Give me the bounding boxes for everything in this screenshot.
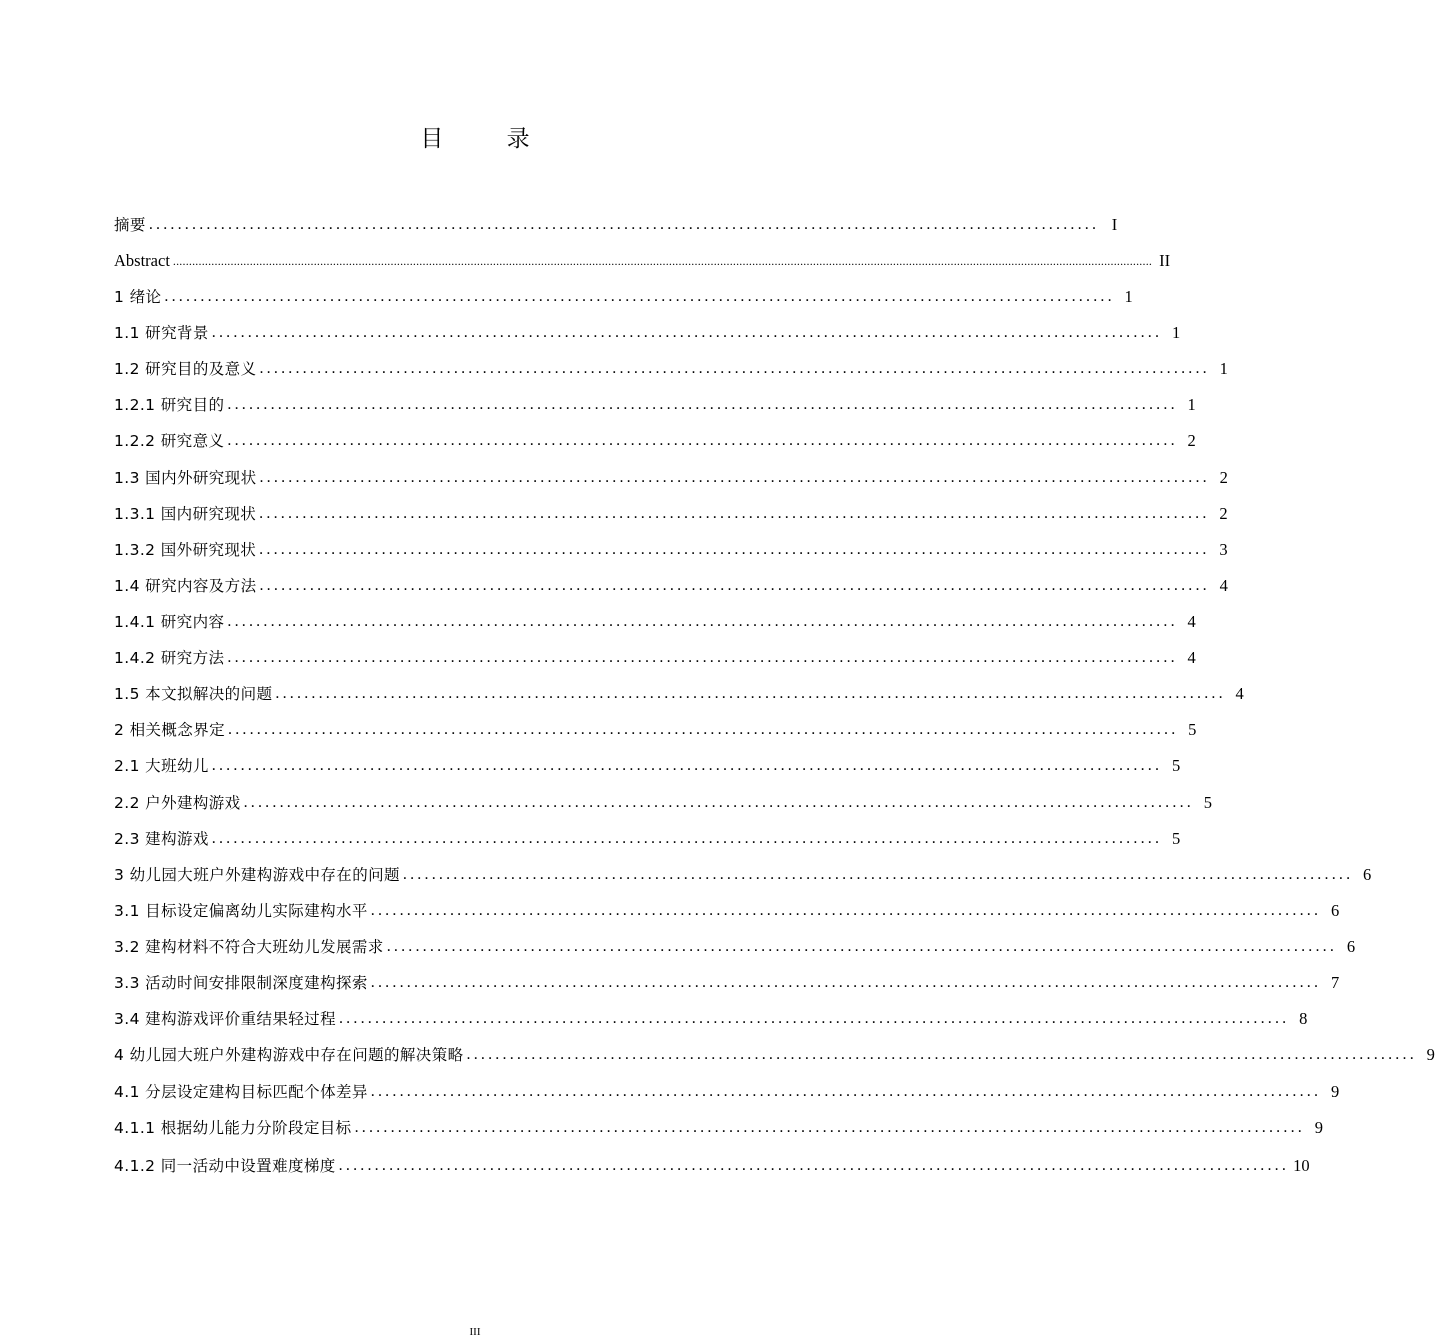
toc-entry-label: 1.1 研究背景 (114, 324, 209, 342)
toc-entry[interactable] (114, 499, 1228, 525)
toc-entry[interactable] (114, 1113, 1323, 1139)
toc-leader-dots: .................................................................................................................................... (370, 974, 1322, 991)
toc-leader-dots: .................................................................................................................................... (386, 938, 1338, 955)
toc-entry-label: 2.1 大班幼儿 (114, 757, 209, 775)
toc-entry-page: 1 (1171, 323, 1181, 342)
toc-entry-page: I (1111, 215, 1118, 234)
toc-entry-page: 4 (1235, 684, 1244, 703)
toc-entry-label: 2.2 户外建构游戏 (114, 794, 241, 812)
toc-entry[interactable] (114, 607, 1196, 633)
toc-entry-label: 1.3.2 国外研究现状 (114, 541, 257, 559)
toc-entry[interactable] (114, 968, 1340, 994)
toc-entry-label: 2 相关概念界定 (114, 721, 225, 739)
toc-entry-label: 1.2.2 研究意义 (114, 432, 225, 450)
toc-entry[interactable] (114, 643, 1196, 669)
toc-entry[interactable] (114, 463, 1228, 489)
toc-entry[interactable] (114, 715, 1197, 741)
toc-entry-page: 4 (1187, 612, 1196, 631)
toc-entry[interactable] (114, 896, 1340, 922)
toc-leader-dots: .................................................................................................................................... (211, 830, 1163, 847)
toc-entry[interactable] (114, 679, 1244, 705)
toc-entry-label: 3 幼儿园大班户外建构游戏中存在的问题 (114, 866, 400, 884)
toc-entry-label: 4 幼儿园大班户外建构游戏中存在问题的解决策略 (114, 1046, 464, 1064)
toc-entry-label: 1.4.2 研究方法 (114, 649, 225, 667)
toc-entry[interactable] (114, 1077, 1340, 1103)
toc-entry-page: 9 (1314, 1118, 1323, 1137)
toc-entry[interactable] (114, 426, 1196, 452)
toc-entry-page: 1 (1219, 359, 1228, 378)
toc-entry-page: 2 (1219, 468, 1228, 487)
toc-entry-label: 3.3 活动时间安排限制深度建构探索 (114, 974, 368, 992)
toc-entry-page: 5 (1171, 756, 1181, 775)
toc-entry[interactable] (114, 354, 1228, 380)
toc-entry-label: 1.3 国内外研究现状 (114, 469, 257, 487)
toc-entry[interactable] (114, 1040, 1435, 1066)
toc-entry-label: 1.5 本文拟解决的问题 (114, 685, 273, 703)
toc-entry[interactable] (114, 318, 1181, 344)
toc-entry-label: 1 绪论 (114, 288, 162, 306)
toc-entry[interactable] (114, 210, 1118, 236)
toc-entry-page: 9 (1426, 1045, 1435, 1064)
toc-entry[interactable] (114, 824, 1181, 850)
toc-entry-page: 10 (1293, 1156, 1310, 1175)
toc-entry-page: 3 (1219, 540, 1228, 559)
toc-leader-dots: .................................................................................................................................... (259, 469, 1210, 486)
toc-leader-dots: .................................................................................................................................... (370, 902, 1322, 919)
toc-entry-page: 6 (1363, 865, 1372, 884)
toc-leader-dots: .................................................................................................................................... (259, 541, 1210, 558)
toc-entry[interactable] (114, 751, 1181, 777)
footer-page-number: III (469, 1326, 481, 1338)
toc-leader-dots: .................................................................................................................................... (227, 649, 1178, 666)
toc-entry-label: Abstract (114, 251, 170, 270)
toc-entry[interactable] (114, 860, 1372, 886)
toc-entry[interactable] (114, 1151, 1310, 1177)
toc-entry-page: 1 (1187, 395, 1196, 414)
toc-entry[interactable] (114, 788, 1212, 814)
toc-entry-page: 4 (1187, 648, 1196, 667)
toc-entry-label: 3.4 建构游戏评价重结果轻过程 (114, 1010, 336, 1028)
toc-entry-label: 摘要 (114, 216, 146, 234)
toc-entry-page: 7 (1330, 973, 1340, 992)
toc-entry-page: 5 (1171, 829, 1181, 848)
toc-entry-page: II (1159, 251, 1171, 270)
toc-entry[interactable] (114, 282, 1133, 308)
toc-entry[interactable] (114, 246, 1171, 272)
toc-leader-dots: .................................................................................................................................... (354, 1119, 1305, 1136)
toc-leader-dots: .................................................................................................................................... (211, 757, 1163, 774)
toc-entry-label: 3.2 建构材料不符合大班幼儿发展需求 (114, 938, 384, 956)
toc-entry-label: 3.1 目标设定偏离幼儿实际建构水平 (114, 902, 368, 920)
toc-entry-page: 9 (1330, 1082, 1340, 1101)
toc-entry-label: 4.1 分层设定建构目标匹配个体差异 (114, 1083, 368, 1101)
toc-leader-dots: .................................................................................................................................... (211, 324, 1163, 341)
toc-leader-dots: .................................................................................................................................... (259, 360, 1210, 377)
toc-leader-dots: .................................................................................................................................... (148, 216, 1100, 233)
toc-entry-label: 1.4.1 研究内容 (114, 613, 225, 631)
toc-entry-page: 4 (1219, 576, 1228, 595)
toc-leader-dots: .................................................................................................................................... (259, 505, 1210, 522)
toc-entry-label: 4.1.1 根据幼儿能力分阶段定目标 (114, 1119, 352, 1137)
toc-entry-label: 1.3.1 国内研究现状 (114, 505, 257, 523)
toc-entry-page: 8 (1299, 1009, 1308, 1028)
toc-entry-page: 6 (1330, 901, 1340, 920)
toc-entry-page: 5 (1188, 720, 1197, 739)
toc-leader-dots: .................................................................................................................................... (164, 288, 1115, 305)
toc-entry[interactable] (114, 571, 1228, 597)
toc-entry-page: 2 (1187, 431, 1196, 450)
toc-entry[interactable] (114, 535, 1228, 561)
toc-leader-dots: .................................................................................................................................... (227, 613, 1178, 630)
toc-entry[interactable] (114, 932, 1356, 958)
page-title: 目 录 (420, 126, 558, 152)
toc-leader-dots: .................................................................................................................................... (227, 396, 1178, 413)
toc-leader-dots: .................................................................................................................................... (466, 1046, 1417, 1063)
toc-leader-dots: .................................................................................................................................... (228, 721, 1179, 738)
toc-entry[interactable] (114, 1004, 1308, 1030)
toc-leader-dots: .................................................................................................................................... (275, 685, 1226, 702)
toc-entry-page: 1 (1124, 287, 1133, 306)
toc-leader-dots: .................................................................................................................................................................................................................................................................................................................. (172, 254, 1153, 268)
toc-leader-dots: .................................................................................................................................... (227, 432, 1178, 449)
toc-entry-page: 6 (1346, 937, 1356, 956)
toc-entry-label: 1.2 研究目的及意义 (114, 360, 257, 378)
toc-leader-dots: .................................................................................................................................... (402, 866, 1354, 883)
toc-entry-page: 2 (1219, 504, 1228, 523)
toc-leader-dots: .................................................................................................................................... (243, 794, 1194, 811)
toc-leader-dots: .................................................................................................................................... (370, 1083, 1322, 1100)
toc-leader-dots: .................................................................................................................................... (259, 577, 1210, 594)
toc-entry-label: 2.3 建构游戏 (114, 830, 209, 848)
toc-entry-label: 1.4 研究内容及方法 (114, 577, 257, 595)
toc-leader-dots: .................................................................................................................................... (338, 1157, 1290, 1174)
toc-entry-label: 4.1.2 同一活动中设置难度梯度 (114, 1157, 336, 1175)
toc-leader-dots: .................................................................................................................................... (338, 1010, 1290, 1027)
toc-entry[interactable] (114, 390, 1196, 416)
toc-entry-page: 5 (1203, 793, 1212, 812)
toc-entry-label: 1.2.1 研究目的 (114, 396, 225, 414)
